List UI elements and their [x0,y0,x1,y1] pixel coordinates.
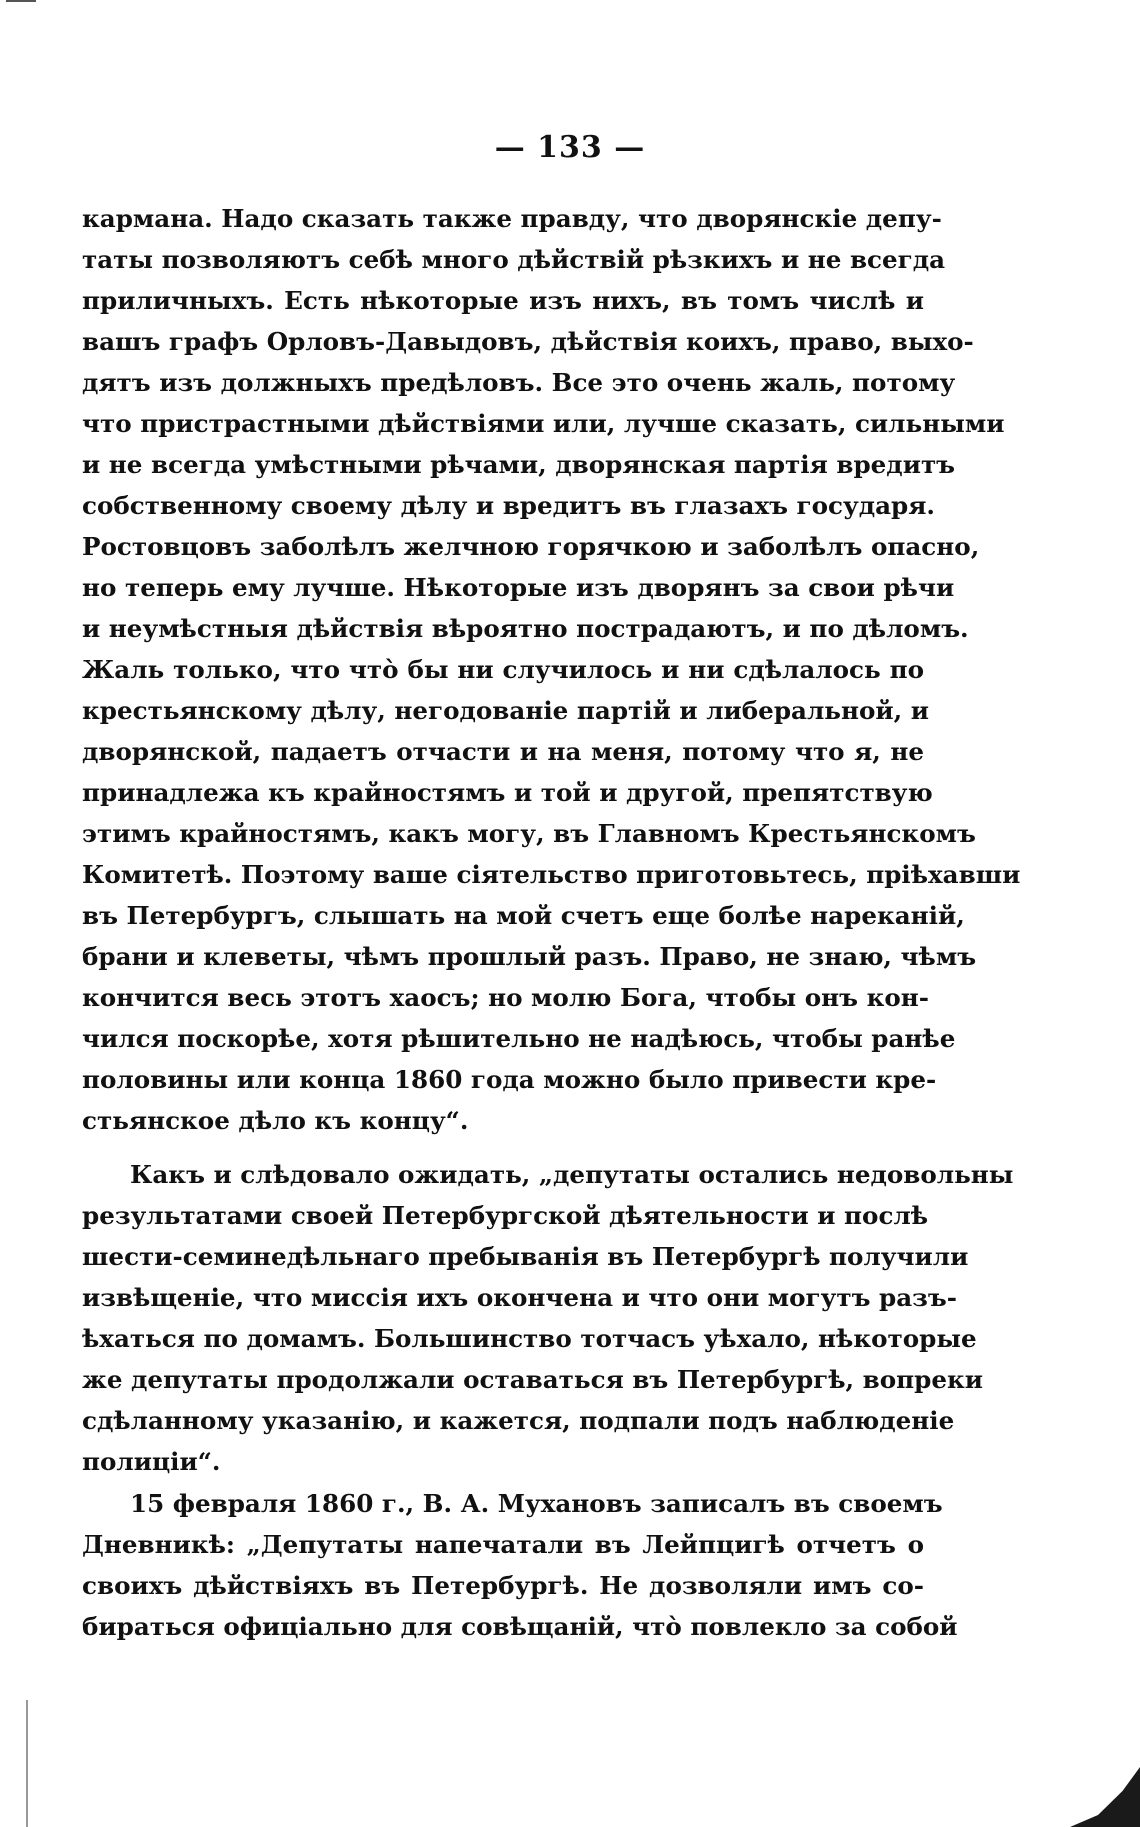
text-line: извѣщеніе, что миссія ихъ окончена и что они могутъ разъ- [82,1283,957,1312]
text-line: но теперь ему лучше. Нѣкоторые изъ дворянъ за свои рѣчи [82,573,955,602]
text-line: сдѣланному указанію, и кажется, подпали подъ наблюденіе [82,1406,955,1435]
text-line: кончится весь этотъ хаосъ; но молю Бога, чтобы онъ кон- [82,983,929,1012]
paragraph-deputies [82,1154,1014,1482]
text-line: крестьянскому дѣлу, негодованіе партій и либеральной, и [82,696,930,725]
text-line: собственному своему дѣлу и вредитъ въ глазахъ государя. [82,491,935,520]
text-line: Жаль только, что что̀ бы ни случилось и ни сдѣлалось по [82,655,924,684]
text-line: таты позволяютъ себѣ много дѣйствій рѣзкихъ и не всегда [82,245,946,274]
page-number: — 133 — [494,130,646,165]
paragraph-diary [82,1483,958,1647]
scan-margin-mark [6,0,36,2]
text-line: полиціи“. [82,1447,221,1476]
text-line: Ростовцовъ заболѣлъ желчною горячкою и заболѣлъ опасно, [82,532,980,561]
text-line: Какъ и слѣдовало ожидать, „депутаты остались недовольны [130,1160,1014,1189]
scan-binding-edge [26,1700,28,1827]
paragraph-letter-quote [82,198,1021,1141]
text-line: стьянское дѣло къ концу“. [82,1106,469,1135]
text-line: въ Петербургъ, слышать на мой счетъ еще болѣе нареканій, [82,901,965,930]
text-line: 15 февраля 1860 г., В. А. Мухановъ записалъ въ своемъ [130,1489,943,1518]
text-line: бираться офиціально для совѣщаній, что̀ повлекло за собой [82,1612,958,1641]
text-line: принадлежа къ крайностямъ и той и другой, препятствую [82,778,933,807]
text-line: чился поскорѣе, хотя рѣшительно не надѣюсь, чтобы ранѣе [82,1024,956,1053]
text-line: своихъ дѣйствіяхъ въ Петербургѣ. Не дозволяли имъ со- [82,1571,924,1600]
text-line: и не всегда умѣстными рѣчами, дворянская партія вредитъ [82,450,956,479]
text-line: результатами своей Петербургской дѣятельности и послѣ [82,1201,929,1230]
text-line: этимъ крайностямъ, какъ могу, въ Главномъ Крестьянскомъ [82,819,976,848]
text-line: вашъ графъ Орловъ-Давыдовъ, дѣйствія коихъ, право, выхо- [82,327,974,356]
text-line: Дневникѣ: „Депутаты напечатали въ Лейпцигѣ отчетъ о [82,1530,924,1559]
text-line: ѣхаться по домамъ. Большинство тотчасъ уѣхало, нѣкоторые [82,1324,977,1353]
text-line: что пристрастными дѣйствіями или, лучше сказать, сильными [82,409,1005,438]
text-line: дворянской, падаетъ отчасти и на меня, потому что я, не [82,737,924,766]
text-line: брани и клеветы, чѣмъ прошлый разъ. Право, не знаю, чѣмъ [82,942,977,971]
text-line: кармана. Надо сказать также правду, что дворянскіе депу- [82,204,942,233]
text-line: шести-семинедѣльнаго пребыванія въ Петербургѣ получили [82,1242,969,1271]
text-line: дятъ изъ должныхъ предѣловъ. Все это очень жаль, потому [82,368,956,397]
text-line: и неумѣстныя дѣйствія вѣроятно пострадаютъ, и по дѣломъ. [82,614,969,643]
text-line: приличныхъ. Есть нѣкоторые изъ нихъ, въ томъ числѣ и [82,286,924,315]
text-line: половины или конца 1860 года можно было привести кре- [82,1065,937,1094]
text-line: же депутаты продолжали оставаться въ Петербургѣ, вопреки [82,1365,983,1394]
scan-corner-artifact [1070,1767,1140,1827]
text-line: Комитетѣ. Поэтому ваше сіятельство приготовьтесь, пріѣхавши [82,860,1021,889]
